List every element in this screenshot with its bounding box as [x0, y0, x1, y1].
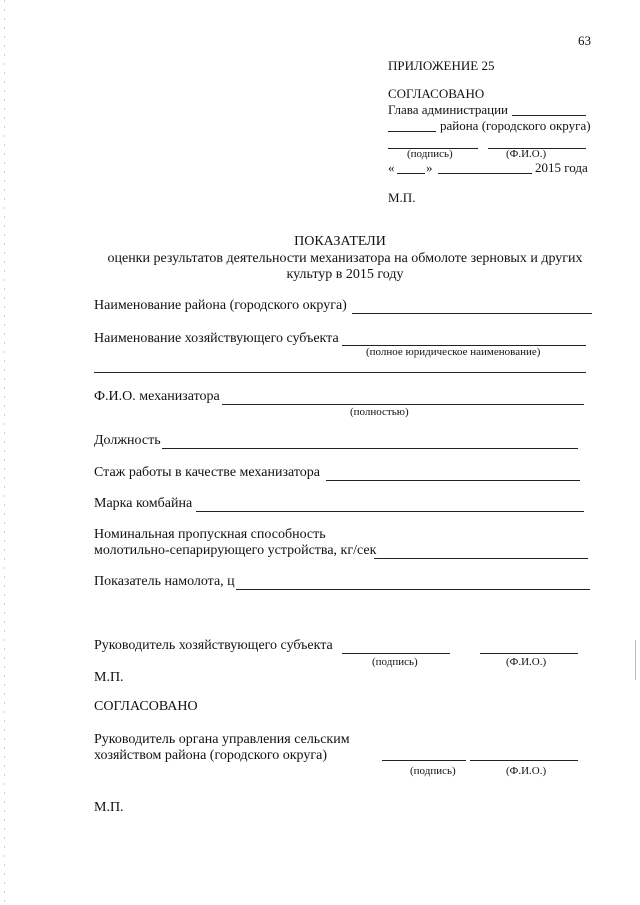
entity-head-signature-caption: (подпись): [372, 656, 418, 668]
operator-name-label: Ф.И.О. механизатора: [94, 389, 220, 404]
entity-name-label: Наименование хозяйствующего субъекта: [94, 331, 339, 346]
experience-label: Стаж работы в качестве механизатора: [94, 465, 320, 480]
approval-label: СОГЛАСОВАНО: [388, 86, 485, 101]
combine-model-input[interactable]: [196, 511, 584, 512]
agri-head-signature-caption: (подпись): [410, 765, 456, 777]
district-name-label: Наименование района (городского округа): [94, 298, 347, 313]
date-day-line: [397, 173, 425, 174]
yield-label: Показатель намолота, ц: [94, 574, 235, 589]
entity-head-fio-line[interactable]: [480, 653, 578, 654]
scan-edge-left: [4, 0, 5, 905]
date-open-quote: «: [388, 160, 395, 175]
entity-name-caption: (полное юридическое наименование): [366, 346, 541, 358]
head-admin-label: Глава администрации: [388, 102, 509, 117]
capacity-input[interactable]: [374, 558, 588, 559]
entity-head-fio-caption: (Ф.И.О.): [506, 656, 547, 668]
head-admin-line: [512, 115, 586, 116]
footer-seal-1: М.П.: [94, 670, 124, 685]
combine-model-label: Марка комбайна: [94, 496, 193, 511]
district-name-input[interactable]: [352, 313, 592, 314]
date-month-line: [438, 173, 532, 174]
header-signature-caption: (подпись): [407, 148, 453, 160]
agri-head-label-line1: Руководитель органа управления сельским: [94, 732, 350, 747]
header-seal: М.П.: [388, 190, 416, 205]
position-label: Должность: [94, 433, 161, 448]
agri-head-signature-line[interactable]: [382, 760, 466, 761]
operator-name-input[interactable]: [222, 404, 584, 405]
yield-input[interactable]: [236, 589, 590, 590]
scan-edge-right: [635, 640, 636, 680]
capacity-label-line1: Номинальная пропускная способность: [94, 527, 326, 542]
experience-input[interactable]: [326, 480, 580, 481]
entity-head-signature-line[interactable]: [342, 653, 450, 654]
agri-head-fio-caption: (Ф.И.О.): [506, 765, 547, 777]
header-fio-caption: (Ф.И.О.): [506, 148, 547, 160]
page-number: 63: [578, 33, 591, 48]
footer-approval-label: СОГЛАСОВАНО: [94, 699, 198, 714]
appendix-label: ПРИЛОЖЕНИЕ 25: [388, 58, 495, 73]
position-input[interactable]: [162, 448, 578, 449]
document-title: ПОКАЗАТЕЛИ: [294, 234, 386, 249]
footer-seal-2: М.П.: [94, 800, 124, 815]
date-year: 2015 года: [535, 160, 588, 175]
district-prefix-line: [388, 131, 436, 132]
agri-head-label-line2: хозяйством района (городского округа): [94, 748, 327, 763]
district-label: района (городского округа): [440, 118, 591, 133]
date-close-quote: »: [426, 160, 433, 175]
operator-name-caption: (полностью): [350, 406, 409, 418]
capacity-label-line2: молотильно-сепарирующего устройства, кг/сек: [94, 543, 377, 558]
entity-name-input-line2[interactable]: [94, 372, 586, 373]
agri-head-fio-line[interactable]: [470, 760, 578, 761]
document-subtitle-line2: культур в 2015 году: [286, 267, 404, 282]
entity-head-label: Руководитель хозяйствующего субъекта: [94, 638, 333, 653]
document-subtitle-line1: оценки результатов деятельности механизатора на обмолоте зерновых и других: [107, 251, 583, 266]
